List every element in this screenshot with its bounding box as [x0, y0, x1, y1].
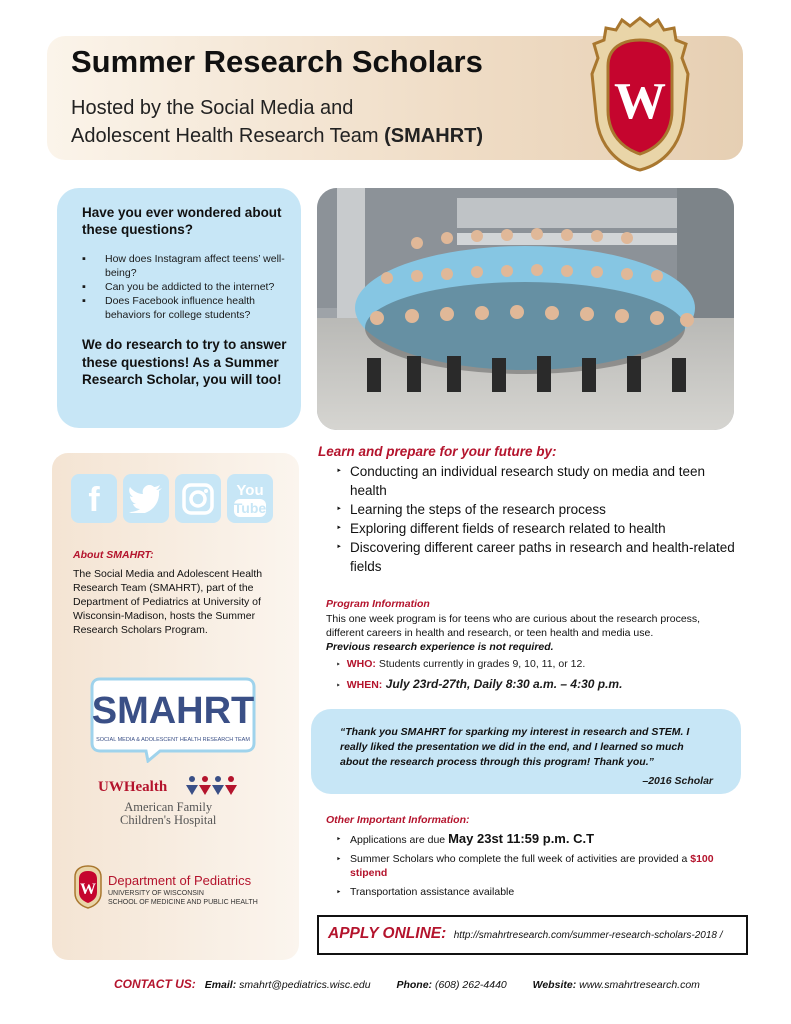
other-info-heading: Other Important Information: — [326, 814, 470, 826]
list-item: ‣ Transportation assistance available — [336, 885, 736, 899]
svg-text:Tube: Tube — [233, 499, 267, 516]
subtitle-abbr: (SMAHRT) — [384, 125, 484, 147]
twitter-icon[interactable] — [123, 474, 169, 523]
questions-box — [57, 188, 301, 428]
due-date: May 23st 11:59 p.m. C.T — [448, 831, 595, 846]
contact-website[interactable]: www.smahrtresearch.com — [579, 979, 700, 991]
group-photo — [317, 188, 734, 430]
family-figures-icon — [184, 775, 238, 797]
apply-link[interactable]: http://smahrtresearch.com/summer-research-scholars-2018 / — [453, 930, 723, 941]
program-when: ‣ WHEN: July 23rd-27th, Daily 8:30 a.m. – 4:30 p.m. — [336, 677, 623, 691]
page-title: Summer Research Scholars — [71, 44, 483, 79]
list-item: ‣ Discovering different career paths in research and health-related fields — [336, 538, 736, 576]
svg-text:SOCIAL MEDIA & ADOLESCENT HEAL: SOCIAL MEDIA & ADOLESCENT HEALTH RESEARCH TEAM — [96, 737, 250, 743]
svg-text:W: W — [614, 73, 666, 130]
stipend-amount: $100 stipend — [350, 853, 714, 879]
about-heading: About SMAHRT: — [73, 549, 154, 561]
uwhealth-logo — [98, 779, 248, 837]
facebook-icon[interactable] — [71, 474, 117, 523]
questions-heading: Have you ever wondered about these questions? — [82, 205, 282, 237]
learn-list — [336, 462, 736, 576]
program-who: ‣ WHO: Students currently in grades 9, 10, 11, or 12. — [336, 658, 586, 670]
uw-crest-logo — [588, 14, 692, 174]
other-info-list — [336, 832, 736, 904]
uwhealth-subtitle: American Family Children's Hospital — [120, 800, 217, 827]
list-item: ‣ Conducting an individual research study on media and teen health — [336, 462, 736, 500]
uw-crest-small-icon — [74, 865, 102, 909]
pediatrics-logo — [74, 863, 284, 913]
quote-text: “Thank you SMAHRT for sparking my interest in research and STEM. I really liked the presentation we did in the end, and I learned so much about the research process through this program! Thank you.” — [340, 726, 690, 768]
questions-list — [82, 252, 287, 322]
list-item: ‣ Learning the steps of the research process — [336, 500, 736, 519]
list-item: ‣ Applications are due May 23st 11:59 p.m. C.T — [336, 832, 736, 847]
program-heading: Program Information — [326, 598, 430, 610]
pediatrics-name: Department of Pediatrics — [108, 873, 252, 888]
list-item: ▪ Does Facebook influence health behaviors for college students? — [82, 294, 287, 322]
svg-text:You: You — [236, 481, 264, 499]
uwhealth-name: UWHealth — [98, 779, 168, 795]
smahrt-logo — [90, 677, 256, 763]
list-item: ▪ Can you be addicted to the internet? — [82, 280, 287, 294]
svg-text:W: W — [80, 881, 96, 898]
about-text: The Social Media and Adolescent Health Research Team (SMAHRT), part of the Department of Pediatrics at University of Wisconsin-Madison, hosts the Summer Research Scholars Program. — [73, 568, 263, 636]
youtube-icon[interactable] — [227, 474, 273, 523]
quote-attribution: –2016 Scholar — [642, 775, 713, 787]
sidebar — [52, 453, 299, 960]
subtitle-line1: Hosted by the Social Media and — [71, 97, 354, 119]
contact-email[interactable]: smahrt@pediatrics.wisc.edu — [239, 979, 371, 991]
questions-footer: We do research to try to answer these questions! As a Summer Research Scholar, you will too! — [82, 337, 287, 387]
subtitle-line2: Adolescent Health Research Team — [71, 125, 379, 147]
svg-text:SMAHRT: SMAHRT — [91, 690, 255, 732]
apply-label: APPLY ONLINE: — [328, 925, 447, 942]
contact-heading: CONTACT US: — [114, 977, 196, 991]
testimonial-quote — [311, 709, 741, 794]
social-icons — [71, 474, 273, 523]
program-text: This one week program is for teens who are curious about the research process, different careers in health and research, or teen health and media use. Previous research experience is not required. — [326, 613, 701, 653]
list-item: ‣ Exploring different fields of research related to health — [336, 519, 736, 538]
learn-heading: Learn and prepare for your future by: — [318, 444, 557, 459]
list-item: ‣ Summer Scholars who complete the full week of activities are provided a $100 stipend — [336, 852, 736, 880]
pediatrics-subtitle: UNIVERSITY OF WISCONSIN SCHOOL OF MEDICINE AND PUBLIC HEALTH — [108, 890, 258, 906]
svg-text:f: f — [88, 480, 100, 517]
program-note: Previous research experience is not required. — [326, 641, 554, 653]
contact-phone: (608) 262-4440 — [434, 979, 507, 991]
apply-box — [317, 915, 748, 955]
contact-line: CONTACT US: Email: smahrt@pediatrics.wisc.edu Phone: (608) 262-4440 Website: www.smahrtresearch.com — [114, 977, 700, 991]
list-item: ▪ How does Instagram affect teens’ well-being? — [82, 252, 287, 280]
page-subtitle — [71, 94, 483, 150]
instagram-icon[interactable] — [175, 474, 221, 523]
